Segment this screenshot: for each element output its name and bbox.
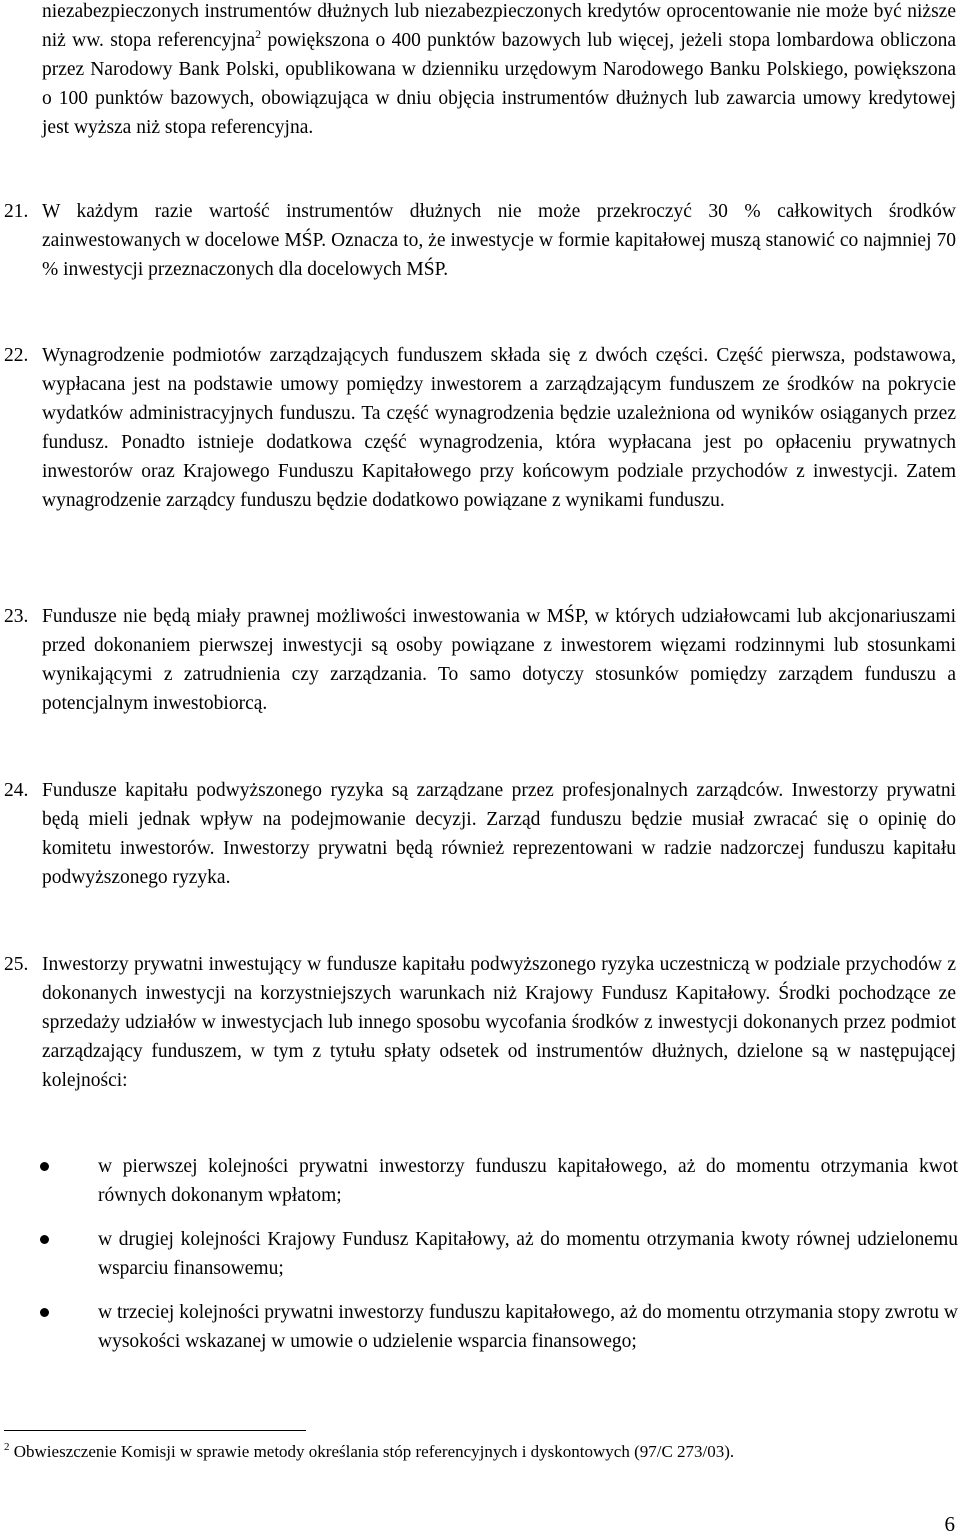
bullet-icon: [40, 1235, 49, 1244]
list-item: [40, 1225, 958, 1283]
paragraph-number: 21.: [4, 201, 29, 222]
footnote-reference[interactable]: 2: [255, 27, 262, 41]
paragraph-text: Fundusze nie będą miały prawnej możliwości inwestowania w MŚP, w których udziałowcami lub akcjonariuszami przed dokonaniem pierwszej inwestycji są osoby powiązane z inwestorem więzami rodzinnymi lub stosunkami wynikającymi z zatrudnienia czy zarządzania. To samo dotyczy stosunków pomiędzy zarządem funduszu a potencjalnym inwestobiorcą.: [42, 606, 956, 714]
footnote-marker: 2: [4, 1441, 10, 1453]
paragraph-text: Fundusze kapitału podwyższonego ryzyka są zarządzane przez profesjonalnych zarządców. Inwestorzy prywatni będą mieli jednak wpływ na podejmowanie decyzji. Zarząd funduszu będzie musiał zwracać się o opinię do komitetu inwestorów. Inwestorzy prywatni będą również reprezentowani w radzie nadzorczej funduszu kapitału podwyższonego ryzyka.: [42, 780, 956, 888]
paragraph-text: Inwestorzy prywatni inwestujący w fundusze kapitału podwyższonego ryzyka uczestniczą w podziale przychodów z dokonanych inwestycji na korzystniejszych warunkach niż Krajowy Fundusz Kapitałowy. Środki pochodzące ze sprzedaży udziałów w inwestycjach lub innego sposobu wycofania środków z inwestycji dokonanych przez podmiot zarządzający funduszem, w tym z tytułu spłaty odsetek od instrumentów dłużnych, dzielone są w następującej kolejności:: [42, 954, 956, 1091]
list-item-text: w pierwszej kolejności prywatni inwestorzy funduszu kapitałowego, aż do momentu otrzymania kwot równych dokonanym wpłatom;: [98, 1156, 958, 1206]
paragraph-number: 23.: [4, 606, 29, 627]
bullet-icon: [40, 1308, 49, 1317]
bullet-icon: [40, 1162, 49, 1171]
continuation-paragraph: [42, 0, 956, 142]
paragraph-24: [4, 776, 956, 892]
list-item-text: w drugiej kolejności Krajowy Fundusz Kapitałowy, aż do momentu otrzymania kwoty równej udzielonemu wsparciu finansowemu;: [98, 1229, 958, 1279]
footnote-text: Obwieszczenie Komisji w sprawie metody określania stóp referencyjnych i dyskontowych (97/C 273/03).: [9, 1442, 735, 1461]
paragraph-number: 25.: [4, 954, 29, 975]
paragraph-22: [4, 341, 956, 515]
bullet-list: [40, 1152, 958, 1371]
list-item: [40, 1298, 958, 1356]
paragraph-25: [4, 950, 956, 1095]
list-item-text: w trzeciej kolejności prywatni inwestorzy funduszu kapitałowego, aż do momentu otrzymania stopy zwrotu w wysokości wskazanej w umowie o udzielenie wsparcia finansowego;: [98, 1302, 958, 1352]
continuation-text: niezabezpieczonych instrumentów dłużnych lub niezabezpieczonych kredytów oprocentowanie nie może być niższe niż ww. stopa referencyjna: [42, 1, 956, 51]
paragraph-number: 24.: [4, 780, 29, 801]
paragraph-21: [4, 197, 956, 284]
list-item: [40, 1152, 958, 1210]
footnote-separator: [4, 1430, 306, 1431]
paragraph-number: 22.: [4, 345, 29, 366]
paragraph-23: [4, 602, 956, 718]
paragraph-text: W każdym razie wartość instrumentów dłużnych nie może przekroczyć 30 % całkowitych środków zainwestowanych w docelowe MŚP. Oznacza to, że inwestycje w formie kapitałowej muszą stanowić co najmniej 70 % inwestycji przeznaczonych dla docelowych MŚP.: [42, 201, 956, 280]
paragraph-text: Wynagrodzenie podmiotów zarządzających funduszem składa się z dwóch części. Część pierwsza, podstawowa, wypłacana jest na podstawie umowy pomiędzy inwestorem a zarządzającym funduszem ze środków na pokrycie wydatków administracyjnych funduszu. Ta część wynagrodzenia będzie uzależniona od wyników osiąganych przez fundusz. Ponadto istnieje dodatkowa część wynagrodzenia, która wypłacana jest po opłaceniu prywatnych inwestorów oraz Krajowego Funduszu Kapitałowego przy końcowym podziale przychodów z inwestycji. Zatem wynagrodzenie zarządcy funduszu będzie dodatkowo powiązane z wynikami funduszu.: [42, 345, 956, 511]
footnote: [4, 1441, 956, 1463]
continuation-text-end: powiększona o 400 punktów bazowych lub więcej, jeżeli stopa lombardowa obliczona przez Narodowy Bank Polski, opublikowana w dzienniku urzędowym Narodowego Banku Polskiego, powiększona o 100 punktów bazowych, obowiązująca w dniu objęcia instrumentów dłużnych lub zawarcia umowy kredytowej jest wyższa niż stopa referencyjna.: [42, 30, 956, 138]
page-number: 6: [944, 1512, 955, 1536]
